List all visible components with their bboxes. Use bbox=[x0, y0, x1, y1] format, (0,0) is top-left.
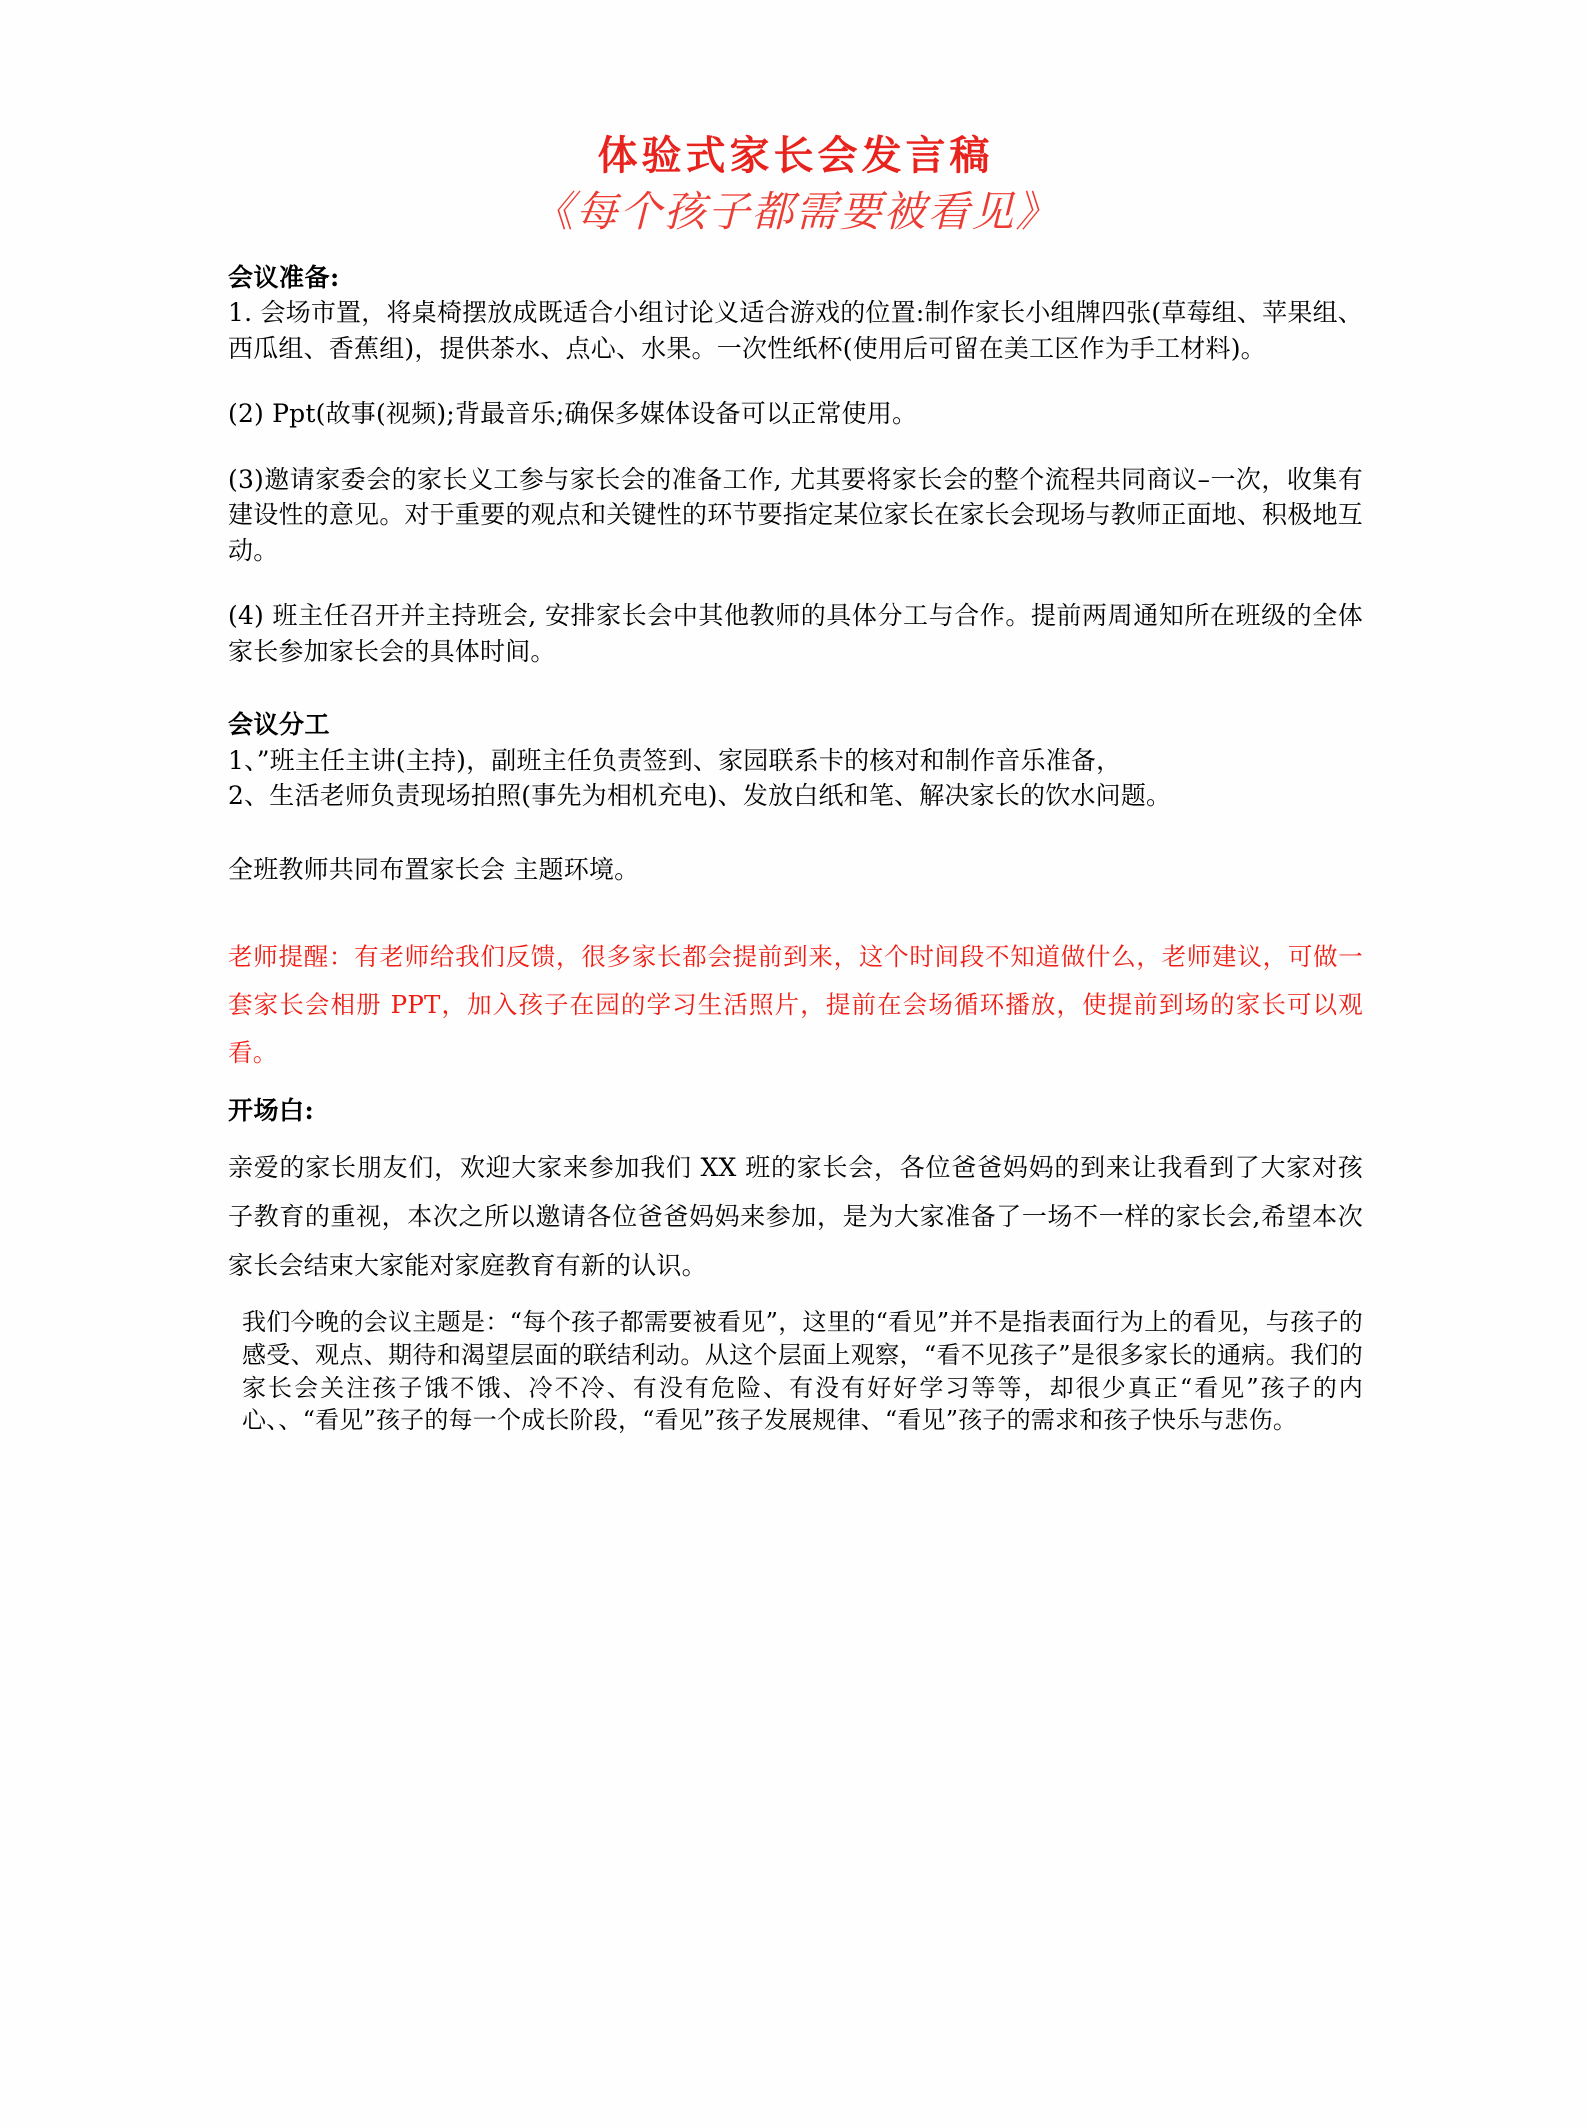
document-content bbox=[228, 130, 1363, 1437]
prep-item-3: (3)邀请家委会的家长义工参与家长会的准备工作, 尤其要将家长会的整个流程共同商议–一次，收集有建设性的意见。对于重要的观点和关键性的环节要指定某位家长在家长会现场与教师正面地、积极地互动。 bbox=[228, 464, 1363, 565]
opening-paragraph: 亲爱的家长朋友们，欢迎大家来参加我们 XX 班的家长会，各位爸爸妈妈的到来让我看到了大家对孩子教育的重视，本次之所以邀请各位爸爸妈妈来参加，是为大家准备了一场不一样的家长会,希望本次家长会结束大家能对家庭教育有新的认识。 bbox=[228, 1153, 1363, 1280]
division-item-3: 全班教师共同布置家长会 主题环境。 bbox=[228, 854, 640, 884]
prep-item-1: 1. 会场市置，将桌椅摆放成既适合小组讨论义适合游戏的位置:制作家长小组牌四张(草莓组、苹果组、西瓜组、香蕉组)，提供茶水、点心、水果。一次性纸杯(使用后可留在美工区作为手工材料)。 bbox=[228, 298, 1363, 363]
spacer bbox=[228, 1077, 1363, 1093]
teacher-reminder-note: 老师提醒：有老师给我们反馈，很多家长都会提前到来，这个时间段不知道做什么，老师建议，可做一套家长会相册 PPT，加入孩子在园的学习生活照片，提前在会场循环播放，使提前到场的家长可以观看。 bbox=[228, 942, 1363, 1067]
spacer bbox=[228, 366, 1363, 396]
division-item-1: 1、”班主任主讲(主持)，副班主任负责签到、家园联系卡的核对和制作音乐准备， bbox=[228, 745, 1122, 775]
prep-item-2: (2) Ppt(故事(视频);背最音乐;确保多媒体设备可以正常使用。 bbox=[228, 399, 918, 429]
spacer bbox=[228, 432, 1363, 462]
document-subtitle: 《每个孩子都需要被看见》 bbox=[531, 187, 1060, 237]
prep-item-4: (4) 班主任召开并主持班会, 安排家长会中其他教师的具体分工与合作。提前两周通知所在班级的全体家长参加家长会的具体时间。 bbox=[228, 601, 1363, 666]
theme-paragraph: 我们今晚的会议主题是：“每个孩子都需要被看见”，这里的“看见”并不是指表面行为上的看见，与孩子的感受、观点、期待和渴望层面的联结利动。从这个层面上观察，“看不见孩子”是很多家长的通病。我们的家长会关注孩子饿不饿、冷不冷、有没有危险、有没有好好学习等等，却很少真正“看见”孩子的内心、、“看见”孩子的每一个成长阶段，“看见”孩子发展规律、“看见”孩子的需求和孩子快乐与悲伤。 bbox=[242, 1308, 1363, 1435]
spacer bbox=[228, 568, 1363, 598]
spacer bbox=[228, 1290, 1363, 1306]
section-heading-meeting-division: 会议分工 bbox=[228, 710, 331, 740]
spacer bbox=[228, 669, 1363, 707]
division-item-2: 2、生活老师负责现场拍照(事先为相机充电)、发放白纸和笔、解决家长的饮水问题。 bbox=[228, 781, 1172, 811]
spacer bbox=[228, 814, 1363, 852]
section-heading-meeting-prep: 会议准备: bbox=[228, 262, 340, 292]
spacer bbox=[228, 887, 1363, 933]
spacer bbox=[228, 1128, 1363, 1144]
document-title: 体验式家长会发言稿 bbox=[597, 132, 994, 179]
section-heading-opening-remarks: 开场白: bbox=[228, 1095, 315, 1125]
